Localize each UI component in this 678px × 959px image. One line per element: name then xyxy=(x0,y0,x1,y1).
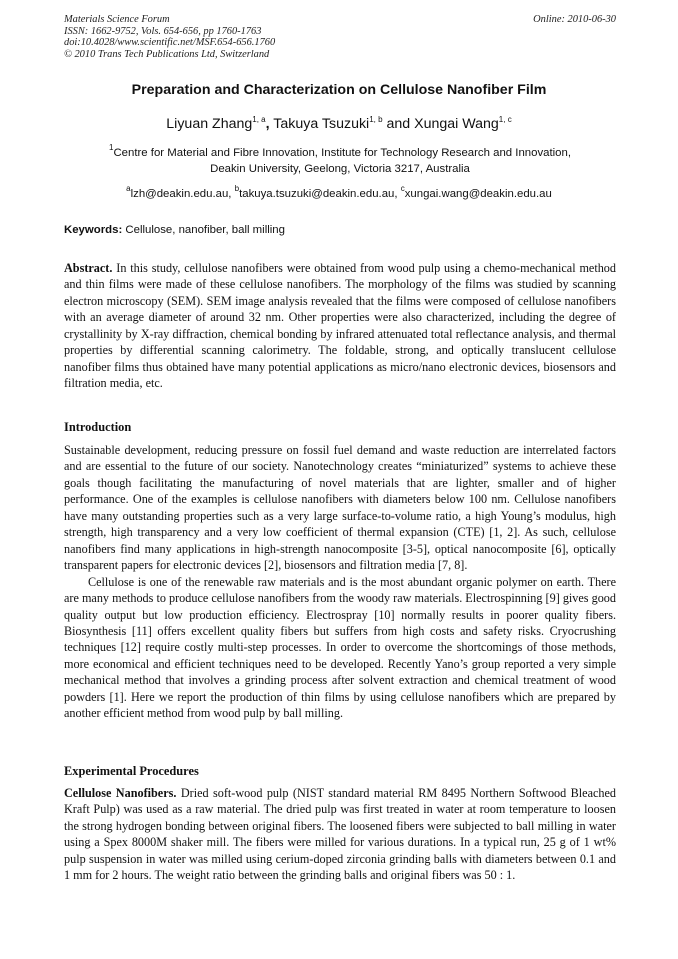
email-list xyxy=(0,184,678,200)
online-date: Online: 2010-06-30 xyxy=(533,14,616,25)
doi-line: doi:10.4028/www.scientific.net/MSF.654-656.1760 xyxy=(64,37,276,48)
keywords xyxy=(64,224,285,236)
author-separator: , xyxy=(265,116,270,132)
author-superscript: 1, b xyxy=(369,115,383,124)
paragraph: Cellulose is one of the renewable raw materials and is the most abundant organic polymer on earth. There are many methods to produce cellulose nanofibers from the woody raw materials. Electrospinning [9] gives good quality output but low production efficiency. Electrospray [10] normally results in poorer quality fibers. Biosynthesis [11] offers excellent quality fibers but suffers from high costs and safety risks. Cryocrushing techniques [12] require costly multi-step processes. In order to overcome the shortcomings of those methods, more economical and efficient techniques need to be developed. Recently Yano’s group reported a very simple mechanical method that involves a grinding process after solvent extraction and chemical treatment of wood powders [1]. Here we report the production of thin films by using cellulose nanofibers which are prepared by another efficient method from wood pulp by ball milling. xyxy=(64,574,616,721)
abstract-label: Abstract. xyxy=(64,261,113,275)
author-name: Takuya Tsuzuki xyxy=(273,116,370,132)
author-list xyxy=(0,116,678,132)
affiliation xyxy=(64,143,616,177)
email-superscript: b xyxy=(234,184,240,193)
author-name: Liyuan Zhang xyxy=(166,116,253,132)
affiliation-line: Centre for Material and Fibre Innovation, Institute for Technology Research and Innovation, xyxy=(113,147,572,159)
email-superscript: c xyxy=(400,184,405,193)
issn-line: ISSN: 1662-9752, Vols. 654-656, pp 1760-1763 xyxy=(64,25,262,37)
experimental-body xyxy=(64,785,616,884)
journal-name: Materials Science Forum xyxy=(64,14,170,25)
author-superscript: 1, c xyxy=(498,115,512,124)
keywords-text: Cellulose, nanofiber, ball milling xyxy=(125,224,285,236)
abstract-text: In this study, cellulose nanofibers were obtained from wood pulp using a chemo-mechanical method and thin films were made of these cellulose nanofibers. The morphology of the films was studied by scanning electron microscopy (SEM). SEM image analysis revealed that the films were composed of cellulose nanofibers with an average diameter of around 32 nm. Other properties were also characterized, including the degree of crystallinity by X-ray diffraction, chemical bonding by infrared attenuated total reflectance analysis, and thermal properties by differential scanning calorimetry. The foldable, strong, and optically translucent cellulose nanofiber films thus obtained have many potential applications as micro/nano electronic devices, biosensors and filtration media, etc. xyxy=(64,261,616,391)
email-address: lzh@deakin.edu.au, xyxy=(130,188,232,200)
subsection-label: Cellulose Nanofibers. xyxy=(64,786,177,800)
affiliation-line: Deakin University, Geelong, Victoria 3217, Australia xyxy=(210,162,470,175)
affiliation-superscript: 1 xyxy=(108,143,114,152)
paragraph: Sustainable development, reducing pressure on fossil fuel demand and waste reduction are interrelated factors and are essential to the future of our society. Nanotechnology creates “miniaturized” systems to achieve these goals though facilitating the manufacturing of novel materials that are lighter, smaller and of higher performance. One of the examples is cellulose nanofibers with diameters below 100 nm. Cellulose nanofibers have many outstanding properties such as a very large surface-to-volume ratio, a high Young’s modulus, high strength, high transparency and a very low coefficient of thermal expansion (CTE) [1, 2]. As such, cellulose nanofibers find many applications in high-strength nanocomposite [3-5], optical nanocomposite [6], optically transparent papers for electronic devices [2], biosensors and filtration media [7, 8]. xyxy=(64,443,616,573)
section-heading-introduction: Introduction xyxy=(64,420,132,434)
running-header xyxy=(64,14,616,60)
paragraph: Dried soft-wood pulp (NIST standard material RM 8495 Northern Softwood Bleached Kraft Pulp) was used as a raw material. The dried pulp was first treated in water at room temperature to loosen the strong hydrogen bonding between original fibers. The loosened fibers were subjected to ball milling in water using a Spex 8000M shaker mill. The fibers were milled for various durations. In a typical run, 25 g of 1 wt% pulp suspension in water was milled using cerium-doped zirconia grinding balls with diameters between 0.1 and 1 mm for 2 hours. The weight ratio between the grinding balls and original fibers was 50 : 1. xyxy=(64,786,616,883)
copyright-line: © 2010 Trans Tech Publications Ltd, Switzerland xyxy=(64,48,270,60)
section-heading-experimental: Experimental Procedures xyxy=(64,764,199,778)
paper-title: Preparation and Characterization on Cellulose Nanofiber Film xyxy=(131,82,547,98)
author-separator: and xyxy=(386,116,411,132)
introduction-body xyxy=(64,442,616,722)
email-address: xungai.wang@deakin.edu.au xyxy=(404,188,552,200)
abstract xyxy=(64,260,616,392)
email-superscript: a xyxy=(126,184,131,193)
email-address: takuya.tsuzuki@deakin.edu.au, xyxy=(239,188,398,200)
author-superscript: 1, a xyxy=(252,115,266,124)
keywords-label: Keywords: xyxy=(64,224,123,236)
author-name: Xungai Wang xyxy=(414,116,499,132)
